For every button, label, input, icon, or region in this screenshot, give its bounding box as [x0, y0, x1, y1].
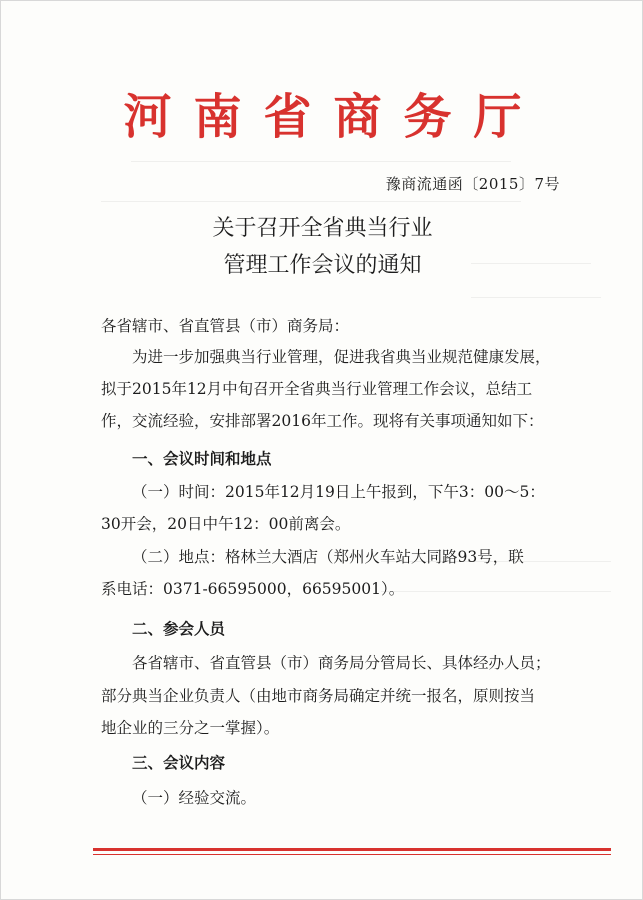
section-heading-time-place: 一、会议时间和地点	[132, 450, 272, 468]
attendees-line-3: 地企业的三分之一掌握）。	[101, 719, 280, 737]
footer-rule-thick	[93, 848, 611, 851]
place-line-1: （二）地点：格林兰大酒店（郑州火车站大同路93号，联	[132, 548, 524, 566]
footer-rule-thin	[93, 854, 611, 855]
intro-line-1: 为进一步加强典当行业管理，促进我省典当业规范健康发展，	[132, 348, 551, 366]
time-line-2: 30开会，20日中午12：00前离会。	[101, 515, 351, 533]
intro-line-2: 拟于2015年12月中旬召开全省典当行业管理工作会议，总结工	[101, 380, 533, 398]
section-heading-content: 三、会议内容	[132, 754, 226, 772]
section-heading-attendees: 二、参会人员	[132, 620, 226, 638]
intro-line-3: 作，交流经验，安排部署2016年工作。现将有关事项通知如下：	[101, 412, 544, 430]
agency-letterhead: 河南省商务厅	[123, 89, 544, 145]
notice-title-line-2: 管理工作会议的通知	[223, 253, 422, 278]
attendees-line-2: 部分典当企业负责人（由地市商务局确定并统一报名，原则按当	[101, 687, 536, 705]
document-number: 豫商流通函〔2015〕7号	[385, 175, 560, 193]
salutation: 各省辖市、省直管县（市）商务局：	[101, 317, 350, 335]
place-line-2: 系电话：0371-66595000，66595001）。	[101, 580, 405, 598]
notice-title-line-1: 关于召开全省典当行业	[212, 216, 433, 241]
attendees-line-1: 各省辖市、省直管县（市）商务局分管局长、具体经办人员；	[132, 654, 551, 672]
time-line-1: （一）时间：2015年12月19日上午报到，下午3：00～5：	[132, 483, 545, 501]
content-item-1: （一）经验交流。	[132, 789, 257, 807]
